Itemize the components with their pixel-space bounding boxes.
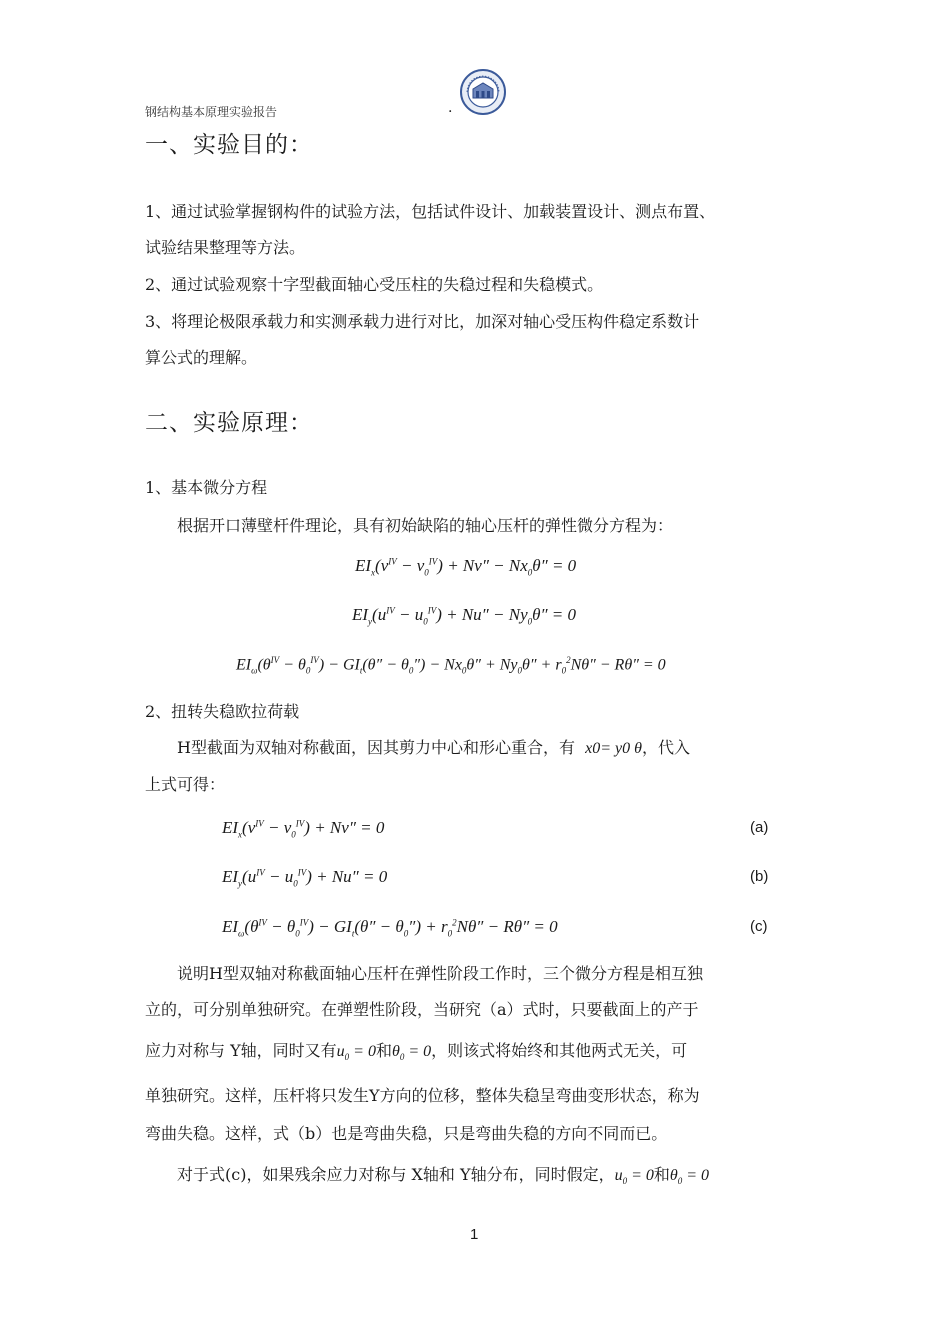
equation-b: $EI_y(u^{IV} - u_0^{IV}) + Nu'' = 0$	[222, 867, 388, 889]
university-logo	[459, 68, 507, 116]
inline-formula: $u_0 = 0$	[614, 1167, 654, 1187]
equation-1: $EI_x(v^{IV} - v_0^{IV}) + Nv'' - Nx_0\theta'' = 0$	[355, 556, 577, 578]
equation-2: $EI_y(u^{IV} - u_0^{IV}) + Nu'' - Ny_0\theta'' = 0$	[352, 605, 577, 627]
paragraph: 应力对称与 Y轴，同时又有$u_0 = 0$和$\theta_0 = 0$，则该式将始终和其他两式无关，可	[145, 1041, 688, 1063]
equation-label: (a)	[750, 819, 769, 836]
subheading: 1、基本微分方程	[145, 478, 268, 497]
paragraph: 根据开口薄壁杆件理论，具有初始缺陷的轴心压杆的弹性微分方程为：	[177, 516, 674, 535]
paragraph: 对于式(c)，如果残余应力对称与 X轴和 Y轴分布，同时假定，$u_0 = 0$和$\theta_0 = 0$	[177, 1165, 710, 1187]
paragraph: 3、将理论极限承载力和实测承载力进行对比，加深对轴心受压构件稳定系数计	[145, 312, 700, 331]
paragraph: 试验结果整理等方法。	[145, 238, 306, 257]
equation-3: $EI_\omega(\theta^{IV} - \theta_0^{IV}) - GI_t(\theta'' - \theta_0'') - Nx_0\theta'' + Ny_0\theta'' + r_0^2N\theta'' - R\theta'' = 0$	[236, 655, 666, 676]
subheading: 2、扭转失稳欧拉荷载	[145, 702, 300, 721]
paragraph: 算公式的理解。	[145, 348, 258, 367]
paragraph: H型截面为双轴对称截面，因其剪力中心和形心重合，有 x0= y0 θ，代入	[177, 738, 691, 757]
equation-label: (b)	[750, 868, 769, 885]
paragraph: 立的，可分别单独研究。在弹塑性阶段，当研究（a）式时，只要截面上的产于	[145, 1000, 699, 1019]
paragraph: 2、通过试验观察十字型截面轴心受压柱的失稳过程和失稳模式。	[145, 275, 604, 294]
page-header: 钢结构基本原理实验报告	[145, 105, 278, 119]
header-dot: .	[448, 100, 453, 116]
section-heading-principle: 二、实验原理：	[145, 410, 313, 436]
equation-label: (c)	[750, 918, 768, 935]
inline-formula: $\theta_0 = 0$	[391, 1043, 432, 1063]
paragraph: 上式可得：	[145, 775, 226, 794]
equation-a: $EI_x(v^{IV} - v_0^{IV}) + Nv'' = 0$	[222, 818, 385, 840]
paragraph: 1、通过试验掌握钢构件的试验方法，包括试件设计、加载装置设计、测点布置、	[145, 202, 716, 221]
paragraph: 单独研究。这样，压杆将只发生Y方向的位移，整体失稳呈弯曲变形状态，称为	[145, 1086, 700, 1105]
page-number: 1	[470, 1226, 479, 1243]
equation-c: $EI_\omega(\theta^{IV} - \theta_0^{IV}) - GI_t(\theta'' - \theta_0'') + r_0^2N\theta'' - R\theta'' = 0$	[222, 917, 558, 939]
inline-condition: x0= y0 θ	[585, 740, 642, 757]
section-heading-purpose: 一、实验目的：	[145, 132, 313, 158]
paragraph: 说明H型双轴对称截面轴心压杆在弹性阶段工作时，三个微分方程是相互独	[177, 964, 703, 983]
inline-formula: $\theta_0 = 0$	[669, 1167, 710, 1187]
paragraph: 弯曲失稳。这样，式（b）也是弯曲失稳，只是弯曲失稳的方向不同而已。	[145, 1124, 668, 1143]
inline-formula: $u_0 = 0$	[336, 1043, 376, 1063]
